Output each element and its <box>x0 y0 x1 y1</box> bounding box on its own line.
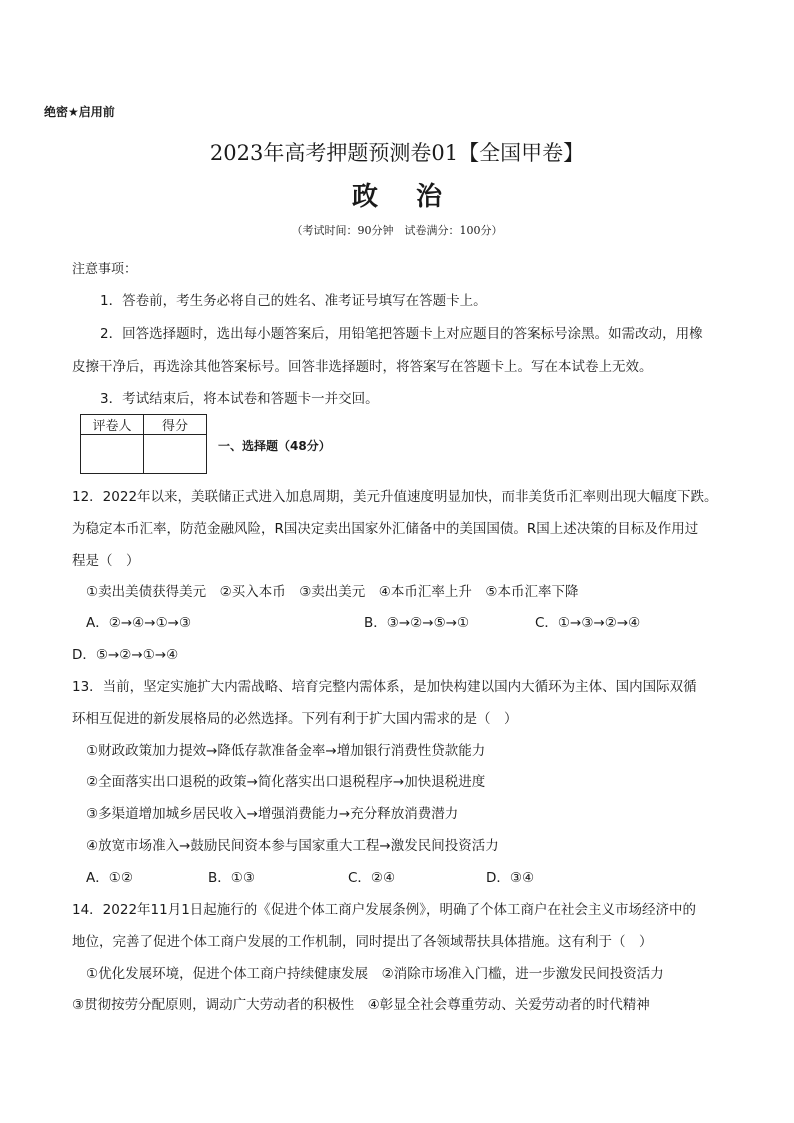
q12-option-d: D．⑤→②→①→④ <box>72 647 179 663</box>
score-cell <box>144 435 207 474</box>
grader-header: 评卷人 <box>81 415 144 435</box>
notes-title: 注意事项： <box>72 262 138 277</box>
q12-items: ①卖出美债获得美元 ②买入本币 ③卖出美元 ④本币汇率上升 ⑤本币汇率下降 <box>86 584 579 600</box>
section-heading: 一、选择题（48分） <box>218 439 331 453</box>
q12-option-c: C．①→③→②→④ <box>535 615 641 631</box>
note-item-2-line-1: 2．回答选择题时，选出每小题答案后，用铅笔把答题卡上对应题目的答案标号涂黑。如需改动，用橡 <box>100 326 703 342</box>
q13-option-b: B．①③ <box>208 870 255 886</box>
q13-option-d: D．③④ <box>486 870 535 886</box>
q12-line-1: 12．2022年以来，美联储正式进入加息周期，美元升值速度明显加快，而非美货币汇率则出现大幅度下跌。 <box>72 489 718 505</box>
q14-items-line-2: ③贯彻按劳分配原则，调动广大劳动者的积极性 ④彰显全社会尊重劳动、关爱劳动者的时代精神 <box>72 997 650 1013</box>
q12-line-2: 为稳定本币汇率，防范金融风险，R国决定卖出国家外汇储备中的美国国债。R国上述决策的目标及作用过 <box>72 521 699 537</box>
note-item-2-line-2: 皮擦干净后，再选涂其他答案标号。回答非选择题时，将答案写在答题卡上。写在本试卷上无效。 <box>72 359 653 375</box>
q14-line-2: 地位，完善了促进个体工商户发展的工作机制，同时提出了各领域帮扶具体措施。这有利于（ ） <box>72 934 653 950</box>
q13-item-1: ①财政政策加力提效→降低存款准备金率→增加银行消费性贷款能力 <box>86 743 486 759</box>
q13-item-3: ③多渠道增加城乡居民收入→增强消费能力→充分释放消费潜力 <box>86 806 459 822</box>
score-table <box>80 414 207 474</box>
q14-items-line-1: ①优化发展环境，促进个体工商户持续健康发展 ②消除市场准入门槛，进一步激发民间投资活力 <box>86 966 664 982</box>
q12-option-a: A．②→④→①→③ <box>86 615 192 631</box>
q13-line-1: 13．当前，坚定实施扩大内需战略、培育完整内需体系，是加快构建以国内大循环为主体、国内国际双循 <box>72 679 697 695</box>
q13-item-2: ②全面落实出口退税的政策→简化落实出口退税程序→加快退税进度 <box>86 774 486 790</box>
q12-option-b: B．③→②→⑤→① <box>364 615 470 631</box>
score-header: 得分 <box>144 415 207 435</box>
subject-title: 政治 <box>351 182 480 212</box>
confidential-label: 绝密★启用前 <box>44 105 115 119</box>
note-item-1: 1．答卷前，考生务必将自己的姓名、准考证号填写在答题卡上。 <box>100 293 487 309</box>
exam-info: （考试时间：90分钟 试卷满分：100分） <box>291 224 503 237</box>
exam-title: 2023年高考押题预测卷01【全国甲卷】 <box>209 141 585 165</box>
q13-option-c: C．②④ <box>348 870 396 886</box>
q14-line-1: 14．2022年11月1日起施行的《促进个体工商户发展条例》，明确了个体工商户在社会主义市场经济中的 <box>72 902 697 918</box>
grader-cell <box>81 435 144 474</box>
q13-line-2: 环相互促进的新发展格局的必然选择。下列有利于扩大国内需求的是（ ） <box>72 711 518 727</box>
q12-line-3: 程是（ ） <box>72 553 140 569</box>
q13-option-a: A．①② <box>86 870 133 886</box>
q13-item-4: ④放宽市场准入→鼓励民间资本参与国家重大工程→激发民间投资活力 <box>86 838 499 854</box>
note-item-3: 3．考试结束后，将本试卷和答题卡一并交回。 <box>100 391 379 407</box>
